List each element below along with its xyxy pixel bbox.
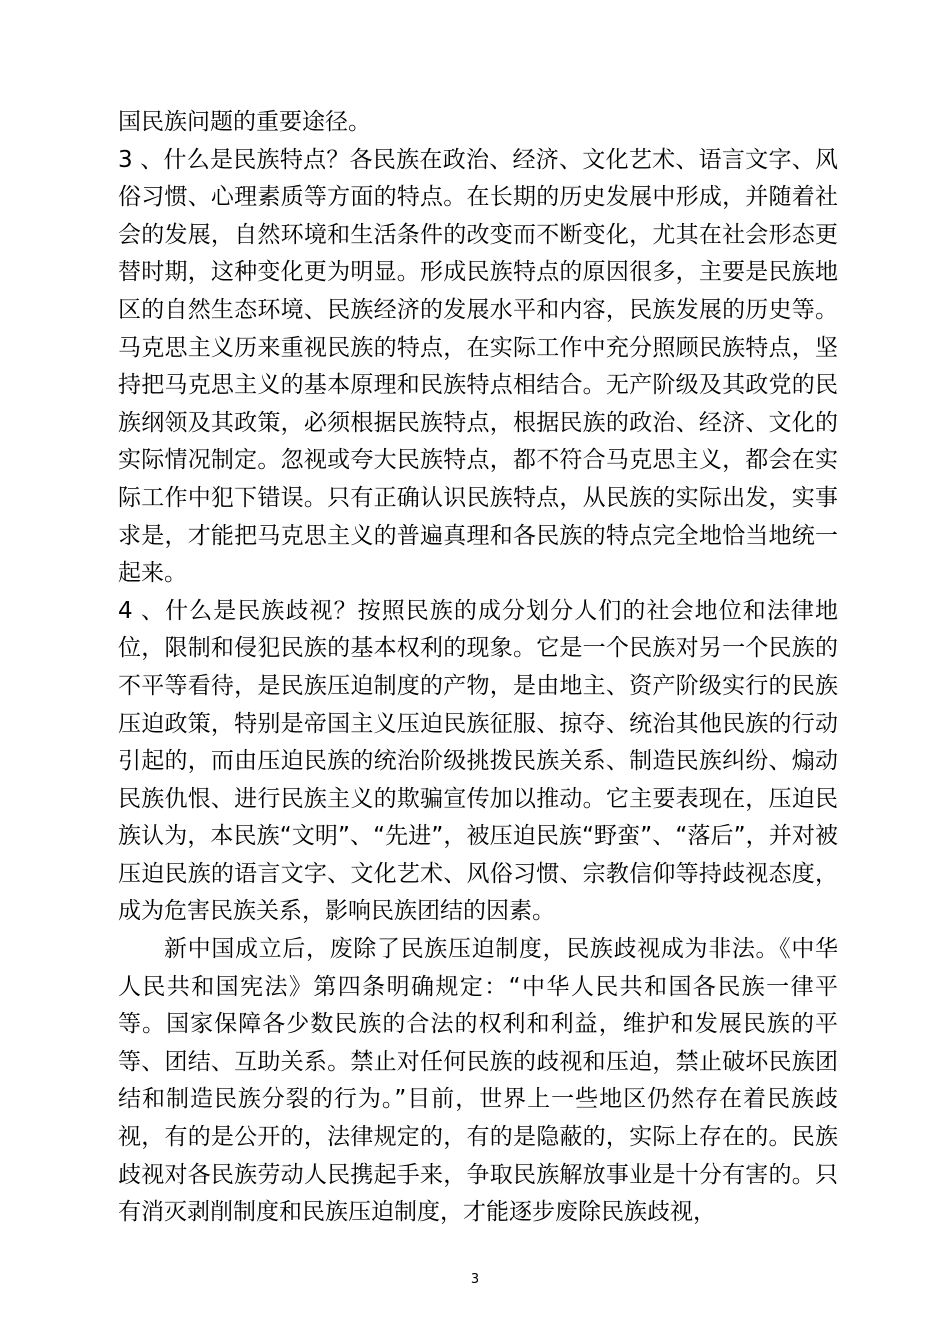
paragraph-item-4-ethnic-discrimination: 4 、什么是民族歧视？按照民族的成分划分人们的社会地位和法律地位，限制和侵犯民族的基本权利的现象。它是一个民族对另一个民族的不平等看待，是民族压迫制度的产物，是由地主、资产阶级实行的民族压迫政策，特别是帝国主义压迫民族征服、掠夺、统治其他民族的行动引起的，而由压迫民族的统治阶级挑拨民族关系、制造民族纠纷、煽动民族仇恨、进行民族主义的欺骗宣传加以推动。它主要表现在，压迫民族认为，本民族“文明”、“先进”，被压迫民族“野蛮”、“落后”，并对被压迫民族的语言文字、文化艺术、风俗习惯、宗教信仰等持歧视态度，成为危害民族关系，影响民族团结的因素。 bbox=[118, 597, 838, 925]
document-body bbox=[118, 104, 838, 1232]
page-number: 3 bbox=[470, 1272, 480, 1287]
paragraph-continuation: 国民族问题的重要途径。 bbox=[118, 109, 371, 135]
paragraph-new-china-constitution: 新中国成立后，废除了民族压迫制度，民族歧视成为非法。《中华人民共和国宪法》第四条明确规定：“中华人民共和国各民族一律平等。国家保障各少数民族的合法的权利和利益，维护和发展民族的平等、团结、互助关系。禁止对任何民族的歧视和压迫，禁止破坏民族团结和制造民族分裂的行为。”目前，世界上一些地区仍然存在着民族歧视，有的是公开的，法律规定的，有的是隐蔽的，实际上存在的。民族歧视对各民族劳动人民携起手来，争取民族解放事业是十分有害的。只有消灭剥削制度和民族压迫制度，才能逐步废除民族歧视， bbox=[118, 936, 838, 1226]
paragraph-item-3-ethnic-characteristics: 3 、什么是民族特点？各民族在政治、经济、文化艺术、语言文字、风俗习惯、心理素质等方面的特点。在长期的历史发展中形成，并随着社会的发展，自然环境和生活条件的改变而不断变化，尤其在社会形态更替时期，这种变化更为明显。形成民族特点的原因很多，主要是民族地区的自然生态环境、民族经济的发展水平和内容，民族发展的历史等。马克思主义历来重视民族的特点，在实际工作中充分照顾民族特点，坚持把马克思主义的基本原理和民族特点相结合。无产阶级及其政党的民族纲领及其政策，必须根据民族特点，根据民族的政治、经济、文化的实际情况制定。忽视或夸大民族特点，都不符合马克思主义，都会在实际工作中犯下错误。只有正确认识民族特点，从民族的实际出发，实事求是，才能把马克思主义的普遍真理和各民族的特点完全地恰当地统一起来。 bbox=[118, 146, 838, 587]
